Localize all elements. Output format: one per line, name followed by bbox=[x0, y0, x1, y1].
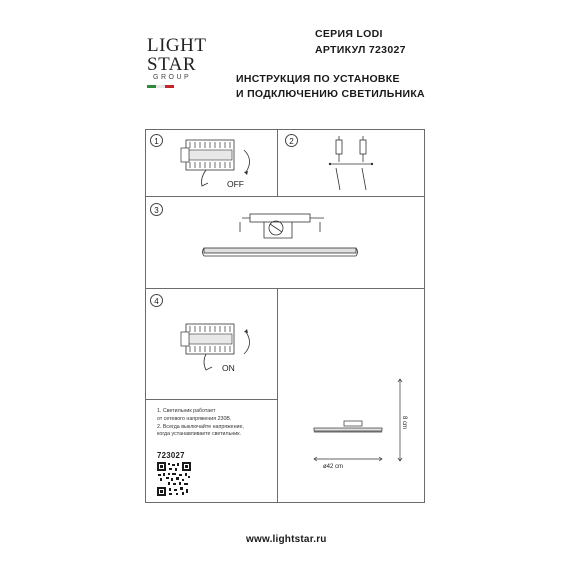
divider bbox=[146, 399, 277, 400]
screws-dowels-illustration bbox=[326, 134, 376, 196]
logo-line-2: STAR bbox=[147, 54, 197, 75]
divider bbox=[146, 196, 424, 197]
divider bbox=[277, 130, 278, 196]
breaker-off-illustration bbox=[178, 136, 258, 191]
note-line: когда устанавливаете светильник. bbox=[157, 431, 242, 438]
title-line-1: ИНСТРУКЦИЯ ПО УСТАНОВКЕ bbox=[236, 73, 400, 85]
notes-block bbox=[157, 408, 277, 439]
step-number-3: 3 bbox=[150, 203, 163, 216]
step-number-1: 1 bbox=[150, 134, 163, 147]
diameter-label: ø42 cm bbox=[323, 464, 344, 470]
product-code: 723027 bbox=[157, 451, 185, 460]
divider bbox=[277, 288, 278, 502]
logo-line-1: LIGHT bbox=[147, 35, 207, 56]
note-line: 2. Всегда выключайте напряжение, bbox=[157, 423, 244, 430]
fixture-mount-illustration bbox=[200, 212, 360, 267]
step-number-2: 2 bbox=[285, 134, 298, 147]
breaker-on-illustration bbox=[178, 320, 258, 375]
dimensions-illustration bbox=[300, 375, 410, 465]
divider bbox=[146, 288, 424, 289]
height-label: 8 cm bbox=[401, 416, 407, 430]
note-line: 1. Светильник работает bbox=[157, 408, 216, 414]
qr-code-icon bbox=[157, 462, 191, 496]
on-label: ON bbox=[222, 363, 235, 373]
italian-flag-icon bbox=[147, 85, 174, 88]
website-link[interactable]: www.lightstar.ru bbox=[246, 534, 327, 545]
title-line-2: И ПОДКЛЮЧЕНИЮ СВЕТИЛЬНИКА bbox=[236, 88, 425, 100]
article-label: АРТИКУЛ 723027 bbox=[315, 44, 406, 56]
series-label: СЕРИЯ LODI bbox=[315, 28, 383, 40]
step-number-4: 4 bbox=[150, 294, 163, 307]
off-label: OFF bbox=[227, 179, 244, 189]
note-line: от сетевого напряжения 230В. bbox=[157, 415, 232, 422]
logo-line-3: GROUP bbox=[153, 74, 192, 81]
